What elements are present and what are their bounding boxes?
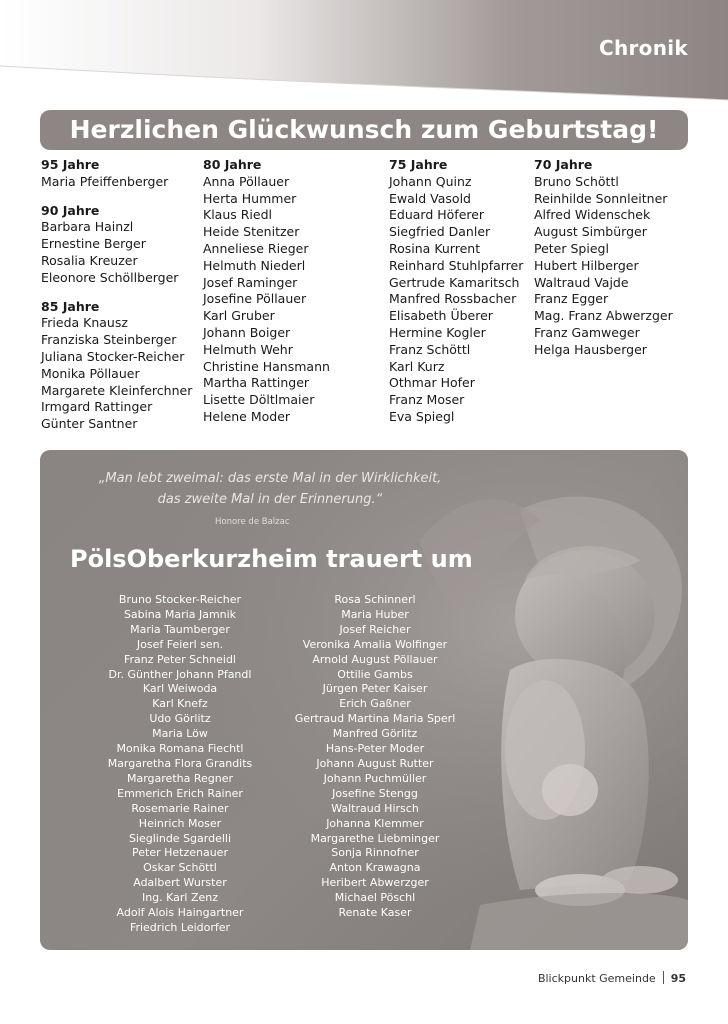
- person-name: Günter Santner: [41, 416, 138, 432]
- person-name: Franziska Steinberger: [41, 332, 177, 348]
- person-name: Margarete Kleinferchner: [41, 382, 193, 398]
- person-name: Hubert Hilberger: [534, 257, 639, 273]
- person-name: Rosalia Kreuzer: [41, 252, 138, 268]
- person-name: Sabina Maria Jamnik: [123, 607, 237, 621]
- person-name: Heribert Abwerzger: [321, 876, 429, 890]
- person-name: Mag. Franz Abwerzger: [534, 308, 673, 324]
- person-name: Heide Stenitzer: [203, 224, 300, 240]
- person-name: Josef Feierl sen.: [136, 637, 224, 651]
- person-name: Klaus Riedl: [203, 207, 272, 223]
- person-name: Johann Quinz: [389, 173, 472, 189]
- person-name: Adolf Alois Haingartner: [116, 906, 244, 920]
- person-name: Josef Reicher: [339, 622, 411, 636]
- quote-line-1: „Man lebt zweimal: das erste Mal in der Wirklichkeit,: [98, 471, 442, 486]
- person-name: August Simbürger: [534, 224, 647, 240]
- quote-line-2: das zweite Mal in der Erinnerung.“: [157, 492, 383, 507]
- person-name: Reinhilde Sonnleitner: [534, 190, 668, 206]
- person-name: Frieda Knausz: [41, 315, 128, 331]
- age-heading-85: 85 Jahre: [41, 298, 100, 314]
- mourning-panel: [40, 450, 688, 950]
- person-name: Rosina Kurrent: [389, 240, 481, 256]
- birthday-column-3: [389, 157, 523, 426]
- person-name: Josefine Stengg: [332, 786, 418, 800]
- person-name: Franz Gamweger: [534, 324, 640, 340]
- person-name: Karl Gruber: [203, 308, 275, 324]
- person-name: Erich Gaßner: [339, 697, 411, 711]
- birthday-column-4: [534, 157, 673, 359]
- birthday-column-1: [41, 157, 192, 433]
- person-name: Udo Görlitz: [149, 712, 211, 726]
- age-heading-70: 70 Jahre: [534, 157, 593, 172]
- person-name: Irmgard Rattinger: [41, 399, 153, 415]
- person-name: Hermine Kogler: [389, 324, 486, 340]
- birthday-column-2: [203, 157, 330, 426]
- person-name: Dr. Günther Johann Pfandl: [108, 667, 252, 681]
- name-list-95: [41, 174, 192, 191]
- person-name: Othmar Hofer: [389, 375, 475, 391]
- deceased-column-2: [240, 593, 510, 921]
- person-name: Maria Pfeiffenberger: [41, 173, 169, 189]
- person-name: Margarethe Liebminger: [310, 831, 440, 845]
- person-name: Karl Kurz: [389, 358, 445, 374]
- person-name: Margaretha Flora Grandits: [107, 756, 253, 770]
- person-name: Veronika Amalia Wolfinger: [302, 637, 448, 651]
- person-name: Arnold August Pöllauer: [312, 652, 438, 666]
- person-name: Peter Hetzenauer: [132, 846, 228, 860]
- person-name: Franz Schöttl: [389, 341, 471, 357]
- person-name: Michael Pöschl: [334, 891, 416, 905]
- section-tag: Chronik: [598, 36, 688, 60]
- person-name: Helmuth Niederl: [203, 257, 306, 273]
- person-name: Bruno Schöttl: [534, 173, 619, 189]
- person-name: Peter Spiegl: [534, 240, 609, 256]
- person-name: Juliana Stocker-Reicher: [41, 348, 185, 364]
- person-name: Emmerich Erich Rainer: [117, 786, 243, 800]
- person-name: Karl Knefz: [152, 697, 208, 711]
- person-name: Oskar Schöttl: [143, 861, 217, 875]
- person-name: Lisette Döltlmaier: [203, 392, 315, 408]
- footer-divider: [663, 971, 664, 984]
- page-number: 95: [670, 972, 686, 985]
- age-heading-90: 90 Jahre: [41, 202, 100, 218]
- person-name: Ing. Karl Zenz: [141, 891, 219, 905]
- name-list-80: [203, 174, 330, 426]
- person-name: Johann Boiger: [203, 324, 291, 340]
- age-heading-75: 75 Jahre: [389, 157, 448, 172]
- person-name: Bruno Stocker-Reicher: [118, 593, 242, 606]
- quote-author: Honore de Balzac: [215, 517, 290, 527]
- person-name: Maria Huber: [341, 607, 409, 621]
- person-name: Waltraud Hirsch: [331, 801, 419, 815]
- person-name: Elisabeth Überer: [389, 308, 493, 324]
- person-name: Helga Hausberger: [534, 341, 647, 357]
- name-list-90: [41, 219, 192, 286]
- person-name: Maria Taumberger: [130, 622, 230, 636]
- person-name: Josef Raminger: [203, 274, 298, 290]
- person-name: Christine Hansmann: [203, 358, 330, 374]
- person-name: Anton Krawagna: [329, 861, 421, 875]
- person-name: Monika Pöllauer: [41, 365, 140, 381]
- person-name: Heinrich Moser: [138, 816, 222, 830]
- person-name: Manfred Görlitz: [332, 727, 418, 741]
- mourning-title: PölsOberkurzheim trauert um: [70, 545, 473, 573]
- person-name: Friedrich Leidorfer: [129, 920, 231, 934]
- person-name: Helene Moder: [203, 408, 291, 424]
- person-name: Ernestine Berger: [41, 236, 146, 252]
- person-name: Hans-Peter Moder: [325, 742, 425, 756]
- person-name: Franz Egger: [534, 291, 609, 307]
- person-name: Gertrude Kamaritsch: [389, 274, 520, 290]
- person-name: Maria Löw: [152, 727, 208, 741]
- name-list-85: [41, 315, 192, 433]
- person-name: Helmuth Wehr: [203, 341, 293, 357]
- person-name: Margaretha Regner: [126, 771, 233, 785]
- person-name: Adalbert Wurster: [133, 876, 227, 890]
- person-name: Rosemarie Rainer: [131, 801, 229, 815]
- name-list-70: [534, 174, 673, 359]
- person-name: Siegfried Danler: [389, 224, 491, 240]
- person-name: Martha Rattinger: [203, 375, 310, 391]
- person-name: Herta Hummer: [203, 190, 297, 206]
- person-name: Barbara Hainzl: [41, 219, 134, 235]
- birthday-title: Herzlichen Glückwunsch zum Geburtstag!: [40, 110, 688, 150]
- person-name: Franz Peter Schneidl: [124, 652, 236, 666]
- person-name: Reinhard Stuhlpfarrer: [389, 257, 524, 273]
- person-name: Ewald Vasold: [389, 190, 471, 206]
- person-name: Alfred Widenschek: [534, 207, 651, 223]
- name-list-75: [389, 174, 523, 426]
- person-name: Gertraud Martina Maria Sperl: [294, 712, 456, 726]
- person-name: Johann August Rutter: [316, 756, 434, 770]
- person-name: Johanna Klemmer: [326, 816, 424, 830]
- person-name: Josefine Pöllauer: [203, 291, 307, 307]
- age-heading-80: 80 Jahre: [203, 157, 262, 172]
- person-name: Franz Moser: [389, 392, 465, 408]
- person-name: Anna Pöllauer: [203, 173, 290, 189]
- person-name: Johann Puchmüller: [323, 771, 427, 785]
- person-name: Sieglinde Sgardelli: [128, 831, 232, 845]
- person-name: Eva Spiegl: [389, 408, 455, 424]
- person-name: Rosa Schinnerl: [334, 593, 416, 606]
- person-name: Ottilie Gambs: [337, 667, 413, 681]
- person-name: Anneliese Rieger: [203, 240, 309, 256]
- publication-name: Blickpunkt Gemeinde: [537, 972, 656, 985]
- person-name: Waltraud Vajde: [534, 274, 629, 290]
- person-name: Manfred Rossbacher: [389, 291, 517, 307]
- person-name: Monika Romana Fiechtl: [116, 742, 244, 756]
- person-name: Renate Kaser: [338, 906, 412, 920]
- page-footer: [538, 971, 686, 985]
- person-name: Sonja Rinnofner: [331, 846, 419, 860]
- person-name: Jürgen Peter Kaiser: [322, 682, 428, 696]
- person-name: Eduard Höferer: [389, 207, 485, 223]
- person-name: Eleonore Schöllberger: [41, 269, 179, 285]
- age-heading-95: 95 Jahre: [41, 157, 100, 172]
- person-name: Karl Weiwoda: [142, 682, 218, 696]
